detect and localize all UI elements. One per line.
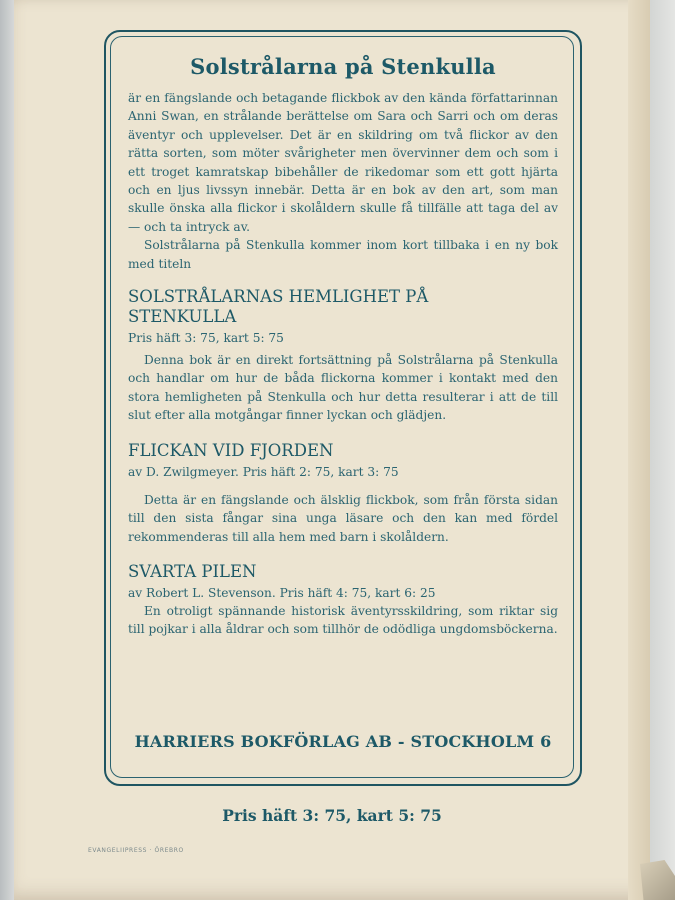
book-entry-1 xyxy=(128,287,558,425)
cover-price: Pris häft 3: 75, kart 5: 75 xyxy=(222,806,442,825)
book-meta-2: av D. Zwilgmeyer. Pris häft 2: 75, kart 3: 75 xyxy=(128,464,399,479)
book-title-1: SOLSTRÅLARNAS HEMLIGHET PÅ STENKULLA xyxy=(128,287,429,327)
book-description-2: Detta är en fängslande och älsklig flickbok, som från första sidan till den sista fångar sina unga läsare och den kan med fördel rekommenderas till alla hem med barn i skolåldern. xyxy=(128,492,558,544)
book-description-1: Denna bok är en direkt fortsättning på Solstrålarna på Stenkulla och handlar om hur de båda flickorna kommer i kontakt med den stora hemligheten på Stenkulla och hur detta resulterar i att de till slut efter alla motgångar finner lyckan och glädjen. xyxy=(128,353,558,423)
book-entry-3 xyxy=(128,562,558,639)
publisher-line: HARRIERS BOKFÖRLAG AB - STOCKHOLM 6 xyxy=(134,732,552,751)
book-description-3: En otroligt spännande historisk äventyrsskildring, som riktar sig till pojkar i alla åldrar och som tillhör de odödliga ungdomsböckerna. xyxy=(128,603,558,637)
book-entry-2 xyxy=(128,441,558,546)
printer-imprint: EVANGELIIPRESS · ÖREBRO xyxy=(88,847,184,854)
advertisement-panel xyxy=(128,52,558,639)
intro-paragraph: är en fängslande och betagande flickbok av den kända författarinnan Anni Swan, en strålande berättelse om Sara och Sarri och om deras äventyr och upplevelser. Det är en skildring om två flickor av den rätta sorten, som möter svårigheter men övervinner dem och som i ett troget kamratskap bibehåller de rikedomar som ett gott hjärta och en ljus livssyn innebär. Detta är en bok av den art, som man skulle önska alla flickor i skolåldern skulle få tillfälle att taga del av — och ta intryck av. xyxy=(128,91,558,234)
table-surface-left xyxy=(0,0,14,900)
book-title-2: FLICKAN VID FJORDEN xyxy=(128,440,334,460)
main-title: Solstrålarna på Stenkulla xyxy=(190,54,496,79)
sequel-note: Solstrålarna på Stenkulla kommer inom kort tillbaka i en ny bok med titeln xyxy=(128,238,558,271)
book-meta-1: Pris häft 3: 75, kart 5: 75 xyxy=(128,331,284,346)
cover-edge xyxy=(628,0,650,900)
book-meta-3: av Robert L. Stevenson. Pris häft 4: 75, kart 6: 25 xyxy=(128,585,436,600)
book-title-3: SVARTA PILEN xyxy=(128,561,257,581)
